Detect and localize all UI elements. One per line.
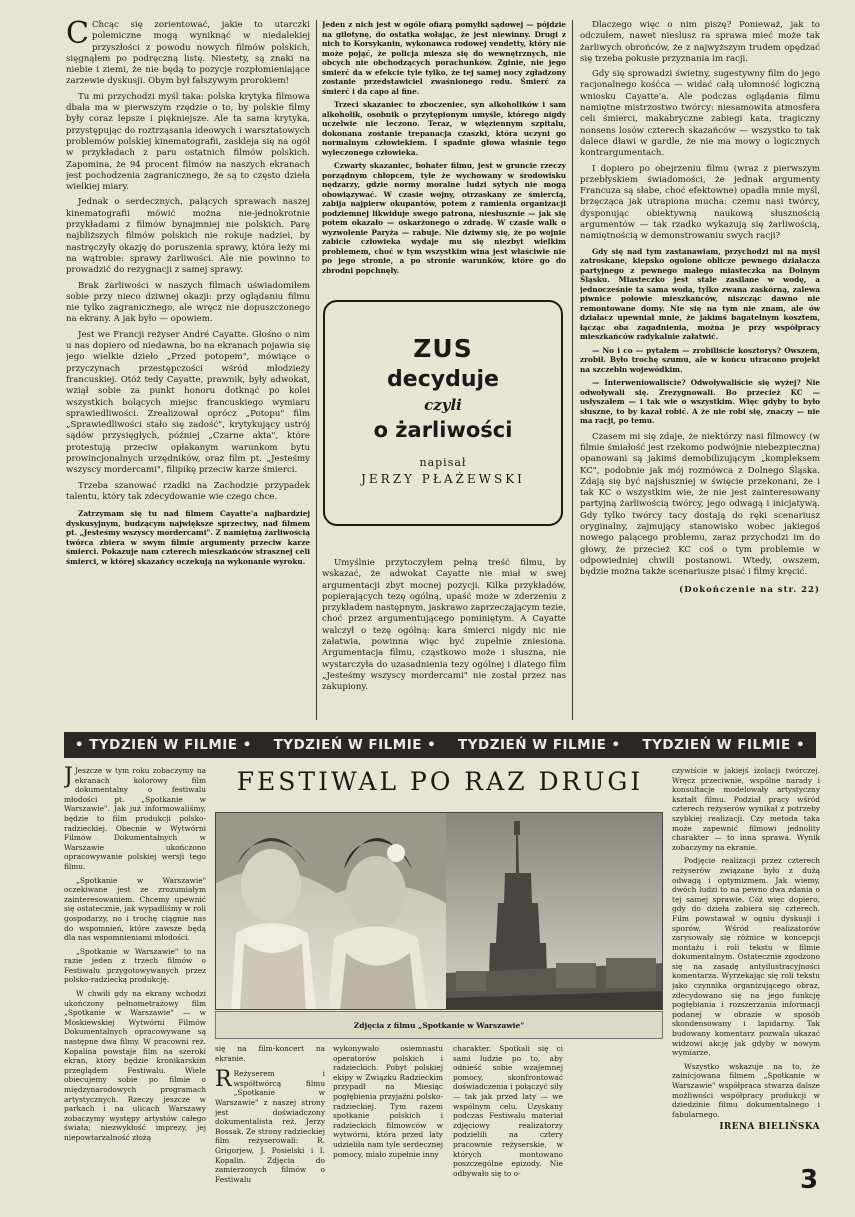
- page-number: 3: [800, 1165, 819, 1195]
- festival-paragraph: „Spotkanie w Warszawie" to na razie jeden z trzech filmów o Festiwalu przygotowywanych przez polsko-radziecką produkcję.: [64, 946, 206, 985]
- festival-paragraph: charakter. Spotkali się ci sami ludzie po to, aby odnieść sobie wzajemnej pomocy, skonfrontować doświadczenia i połączyć siły — tak jak przed laty — we wspólnym celu. Uzyskany podczas Festiwalu materiał zdjęciowy realizatorzy podzielili na cztery pracownie reżyserskie, w których montowano poszczególne epizody. Nie odbywało się to o-: [453, 1044, 563, 1178]
- festival-paragraph: Podjęcie realizacji przez czterech reżyserów związane było z dużą odwagą i optymizmem. Jak wiemy, dwóch ludzi to na pewno dwa zdania o tej samej sprawie. Cóż więc dopiero, gdy do dzieła zabiera się czterech. Film powstawał w ogniu dyskusji i sporów. Wśród realizatorów zarysowały się różnice w koncepcji montażu i roli tekstu w filmie dokumentalnym. Ostatecznie zgodzono się na zasadę antyilustracyjności komentarza. Wyrzekając się roli tekstu jako czynnika organizującego obraz, zdecydowano się na jego funkcję pogłębiania i rozszerzania informacji podanej w obrazie w sposób skondensowany i lapidarny. Tak budowany komentarz pozwala ukazać widzowi akcję jak gdyby w nowym wymiarze.: [672, 856, 820, 1058]
- article-bold-paragraph: Czwarty skazaniec, bohater filmu, jest w gruncie rzeczy porządnym chłopcem, tyle że wychowany w środowisku nędzarzy, gdzie normy moralne ludzi sytych nie mogą obowiązywać. W czasie wojny, otrzaskany ze śmiercią, zabija najpierw okupantów, potem z ramienia organizacji podziemnej likwiduje swego patrona, niesłusznie — jak się potem okazało — oskarżonego o zdradę. W czasie walk o wyzwolenie Paryża — rabuje. Nie dziwmy się, że po wojnie zabicie człowieka wydaje mu się niezbyt wielkim problemem, choć w tym wszystkim wina jest właściwie nie po jego stronie, a po stronie warunków, które go do zbrodni popchnęły.: [322, 161, 566, 275]
- article-bold-paragraph: Trzeci skazaniec to zboczeniec, syn alkoholików i sam alkoholik, osobnik o przytępionym umyśle, którego nigdy uczelwie nie leczono. Teraz, w więziennym szpitalu, dokonana zostanie trepanacja czaszki, która uczyni go normalnym człowiekiem. I spadnie głowa właśnie tego wyleczonego człowieka.: [322, 100, 566, 157]
- festival-paragraph: J Jeszcze w tym roku zobaczymy na ekranach kolorowy film dokumentalny o festiwalu młodości pt. „Spotkanie w Warszawie". Jak już informowaliśmy, będzie to film produkcji polsko-radzieckiej. Obecnie w Wytwórni Filmów Dokumentalnych w Warszawie ukończono opracowywanie polskiej wersji tego filmu.: [64, 766, 206, 871]
- article-column-2-upper: [322, 20, 566, 295]
- festival-mid-column-2: [333, 1044, 443, 1189]
- article-bold-paragraph: — Interweniowaliście? Odwoływaliście się wyżej? Nie odwoływali się. Zrezygnowali. Bo przecież KC — usłyszałem — i tak wie o wszystkim. Więc gdyby to było słuszne, to by kazał robić. A że nie robi się, znaczy — nie ma racji, po temu.: [580, 378, 820, 426]
- article-title-box: [323, 300, 563, 526]
- article-column-1: [66, 20, 310, 720]
- article-paragraph: I dopiero po obejrzeniu filmu (wraz z pierwszym przebłyskiem świadomości, że jednak argumenty Francuza są słabe, choć efektowne) opadła mnie myśl, brzęcząca jak utrapiona mucha: czemu nasi twórcy, dysponując obiektywną naukową słusznością argumentów — tak rzadko wykazują się żarliwością, namiętnością w demonstrowaniu swych racji?: [580, 163, 820, 242]
- photo-illustration: [216, 813, 663, 1010]
- banner-item: TYDZIEŃ W FILMIE •: [273, 737, 437, 753]
- article-paragraph: Dlaczego więc o nim piszę? Ponieważ, jak to odczułem, nawet nieslusz ra sprawa mieć może tak żarliwych obrońców, że z najwyższym trudem opędzać się trzeba pokusie przyznania im racji.: [580, 20, 820, 64]
- column-divider: [316, 20, 317, 720]
- continued-note: (Dokończenie na str. 22): [679, 584, 820, 595]
- article-paragraph: C Chcąc się zorientować, jakie to utarczki polemiczne mogą wyniknąć w niedalekiej przyszłości z powodu nowych filmów polskich, sięgnąłem po podręczną listę. Niestety, są znaki na niebie i ziemi, że nie będą to pozycje rozpłomieniające zarzewie dyskusji. Obym był fałszywym prorokiem!: [66, 20, 310, 87]
- author-name: JERZY PŁAŻEWSKI: [361, 472, 525, 486]
- column-divider: [572, 20, 573, 720]
- title-line-zarliwosci: o żarliwości: [373, 418, 513, 442]
- article-paragraph: Jednak o serdecznych, palących sprawach naszej kinematografii mówić można nie-jednokrotnie przykładami z filmów bynajmniej nie polskich. Parę najbliższych filmów polskich nie rokuje nadziei, by nastręczyły okazję do poruszenia sprawy, która leży mi na wątrobie: sprawy żarliwości. Ale nie powinno to prowadzić do rezygnacji z samej sprawy.: [66, 197, 310, 276]
- festival-mid-column-3: [453, 1044, 563, 1189]
- article-paragraph: Gdy się sprowadzi świetny, sugestywny film do jego racjonalnego kośćca — widać całą ułomność logiczną wniosku Cayatte'a. Ale podczas oglądania filmu namiętne mistrzostwo twórcy: niesamowita atmosfera celi śmierci, makabryczne zabiegi kata, tragiczny nonsens losów czterech skazańców — wszystko to tak dalece dławi w gardle, że nie ma mowy o logicznych kontrargumentach.: [580, 69, 820, 159]
- article-bold-paragraph: Zatrzymam się tu nad filmem Cayatte'a najbardziej dyskusyjnym, budzącym największe sprzeciwy, nad filmem pt. „Jesteśmy wszyscy mordercami". Z namiętną żarliwością twórca zbiera w swym filmie argumenty przeciw karze śmierci. Pokazuje nam czterech mieszkańców strasznej celi śmierci, w której skazańcy oczekują na wykonanie wyroku.: [66, 509, 310, 566]
- festival-paragraph: się na film-koncert na ekranie.: [215, 1044, 325, 1063]
- title-line-zus: ZUS: [413, 334, 473, 363]
- title-line-czyli: czyli: [424, 396, 462, 414]
- article-column-2-lower: [322, 558, 566, 723]
- festival-paragraph: R Reżyserem i współtwórcą filmu „Spotkanie w Warszawie" z naszej strony jest doświadczony dokumentalista reż. Jerzy Bossak. Ze strony radzieckiej film reżyserowali: R. Grigorjew, J. Posielski i I. Kopalin. Zdjęcia do zamierzonych filmów o Festiwalu: [215, 1067, 325, 1184]
- banner-item: • TYDZIEŃ W FILMIE •: [74, 737, 252, 753]
- article-column-3: [580, 20, 820, 725]
- article-bold-paragraph: — No i co — pytałem — zrobiliście kosztorys? Owszem, zrobił. Było trochę szumu, ale w końcu utracono projekt na szczebln wojewódkim.: [580, 345, 820, 374]
- article-paragraph: Tu mi przychodzi myśl taka: polska krytyka filmowa dbała ma w pierwszym rzędzie o to, by polskie filmy były coraz lepsze i piękniejsze. Ale ta sama krytyka, przystępując do roztrząsania ideowych i warsztatowych problemów polskiej kinematografii, zaskleja się na ogół w przykładach z paru ostatnich filmów polskich. Zapomina, że 94 procent filmów na naszych ekranach jest pochodzenia zagranicznego, że są to często dzieła wielkiej miary.: [66, 91, 310, 193]
- article-paragraph: Brak żarliwości w naszych filmach uświadomiłem sobie przy nieco dziwnej okazji: przy oglądaniu filmu nie tylko zagranicznego, ale wręcz nie dopuszczonego na ekrany. A jak było — opowiem.: [66, 280, 310, 325]
- article-paragraph: Trzeba szanować rzadki na Zachodzie przypadek talentu, który tak zdecydowanie wie czego chce.: [66, 480, 310, 502]
- festival-headline: FESTIWAL PO RAZ DRUGI: [236, 767, 644, 796]
- title-line-decyduje: decyduje: [387, 367, 499, 392]
- festival-paragraph: czywiście w jakiejś izolacji twórczej. Wręcz przeciwnie, wspólne narady i konsultacje modelowały artystyczny kształt filmu. Podział pracy wśród czterech reżyserów wynikał z potrzeby szybkiej realizacji. Czy metoda taka może zapewnić filmowi jednolity charakter — to inna sprawa. Wynik zobaczymy na ekranie.: [672, 766, 820, 852]
- byline-label: napisał: [419, 456, 467, 469]
- festival-right-column: [672, 766, 820, 1188]
- article-paragraph: Czasem mi się zdaje, że niektórzy nasi filmowcy (w filmie śmiałość jest rzekomo podwójnie niebezpieczna) opanowani są jakimś demobilizującym „kompleksem KC", podobnie jak mój rozmówca z Dolnego Śląska. Zdają się być najsłuszniej w święcie przekonani, że i tak KC o wszystkim wie, że nie jest zainteresowany partyjną żarliwością twórcy, jego odwagą i inicjatywą. Gdy tylko twórcy tacy dostają do ręki scenariusz oryginalny, zajmujący stanowisko wobec jakiegoś nowego palącego problemu, zaraz przychodzi im do głowy, że przecież KC coś o tym problemie w odpowiedniej chwili postanowi. Wtedy, owszem, będzie można także scenariusze pisać i filmy kręcić.: [580, 431, 820, 578]
- article-paragraph: Umyślnie przytoczyłem pełną treść filmu, by wskazać, że adwokat Cayatte nie miał w swej argumentacji zbyt mocnej pozycji. Kilka przykładów, popierających tezę ogólną, upaść może w zderzeniu z przykładem następnym, jaskrawo zaprzeczającym tezie, choć przez argumentującego pominiętym. A Cayatte walczył o tezę ogólną: kara śmierci nigdy nic nie załatwia, powinna więc być zupełnie zniesiona. Argumentacja filmu, cząstkowo może i słuszna, nie wystarczyła do uzasadnienia tezy ogólnej i dlatego film „Jesteśmy wszyscy mordercami" nie został przez nas zakupiony.: [322, 558, 566, 693]
- festival-paragraph: „Spotkanie w Warszawie" oczekiwane jest ze zrozumiałym zainteresowaniem. Chcemy upewnić się ostatecznie, jak wypadliśmy w roli gospodarzy, no i trochę ciągnie nas do wspomnień, które zawsze będą dla nas wspomnieniami młodości.: [64, 875, 206, 943]
- article-bold-paragraph: Gdy się nad tym zastanawiam, przychodzi mi na myśl zatroskane, kiepsko ogolone oblicze pewnego działacza partyjnego z pewnego małego miasteczka na Dolnym Śląsku. Miasteczko jest stale zasilane w wodę, a jednocześnie ta sama woda, tylko zwana zaskórną, zalewa piwnice połowie mieszkańców, niszcząc dawno nie remontowane domy. Nie się na tym nie znam, ale ów działacz upewniał mnie, że jakimś bagatelnym kosztem, łącząc oba zagadnienia, można je przy współpracy mieszkańców radykalnie załatwić.: [580, 246, 820, 342]
- festival-paragraph: wykonywało osiemnastu operatorów polskich i radzieckich. Pobyt polskiej ekipy w Związku Radzieckim przypadł na Miesiąc pogłębienia przyjaźni polsko-radzieckiej. Tym razem spotkanie polskich i radzieckich filmowców w wytwórni, która przed laty udzieliła nam tyle serdecznej pomocy, miało zupełnie inny: [333, 1044, 443, 1159]
- festival-paragraph: Wszystko wskazuje na to, że zainicjowana filmem „Spotkanie w Warszawie" współpraca stwarza dalsze możliwości współpracy produkcji w dziedzinie filmu dokumentalnego i fabularnego.: [672, 1061, 820, 1119]
- section-banner: [64, 732, 816, 758]
- author-signature: IRENA BIELIŃSKA: [719, 1122, 820, 1133]
- festival-photo: [215, 812, 663, 1010]
- banner-item: TYDZIEŃ W FILMIE •: [642, 737, 806, 753]
- article-bold-paragraph: Jeden z nich jest w ogóle ofiarą pomyłki sądowej — pójdzie na gilotynę, do ostatka wołając, że jest niewinny. Drugi z nich to Korsykanin, wykonawca rodowej vendetty, który nie może pojąć, że policja miesza się do wewnętrznych, nie obcych nie obchodzących porachunków. Zginie, nie jego śmierć da w efekcie tyle tylko, że tej samej nocy zgładzony zostanie przedstawiciel zwaśnionego rodu. Śmierć za śmierć i da capo al fine.: [322, 20, 566, 96]
- banner-item: TYDZIEŃ W FILMIE •: [458, 737, 621, 753]
- festival-left-column: [64, 766, 206, 1186]
- photo-caption: Zdjęcia z filmu „Spotkanie w Warszawie": [215, 1011, 663, 1039]
- article-paragraph: Jest we Francji reżyser André Cayatte. Głośno o nim u nas dopiero od niedawna, bo na ekranach pojawia się jego wielkie dzieło „Przed potopem", mówiące o przyczynach przestępczości wśród młodzieży francuskiej. Otóż tedy Cayatte, prawnik, były adwokat, wziął sobie za punkt honoru dotknąć po kolei wszystkich bolących miejsc francuskiego wymiaru sprawiedliwości. Zrealizował oprócz „Potopu" film „Sprawiedliwości stało się zadość", krytykujący ustrój sądów przysięgłych, później „Czarne akta", które protestują przeciw opłakanym warunkom bytu prowincjonalnych urzędników, oraz film pt. „Jesteśmy wszyscy mordercami", filipikę przeciw karze śmierci.: [66, 329, 310, 476]
- festival-mid-column-1: [215, 1044, 325, 1189]
- festival-paragraph: W chwili gdy na ekrany wchodzi ukończony pełnometrażowy film „Spotkanie w Warszawie" — w Moskiewskiej Wytwórni Filmów Dokumentalnych opracowywane są następne dwa filmy. W pracowni reż. Kopalina powstaje film na szeroki ekran, który będzie kronikarskim przeglądem Festiwalu. Wiele obiecujemy sobie po filmie o międzynarodowych programach artystycznych. Rzeczy jeszcze w parkach i na ulicach Warszawy zobaczymy występy artystów całego świata; niezwykłość imprezy, jej niepowtarzalność złożą: [64, 989, 206, 1142]
